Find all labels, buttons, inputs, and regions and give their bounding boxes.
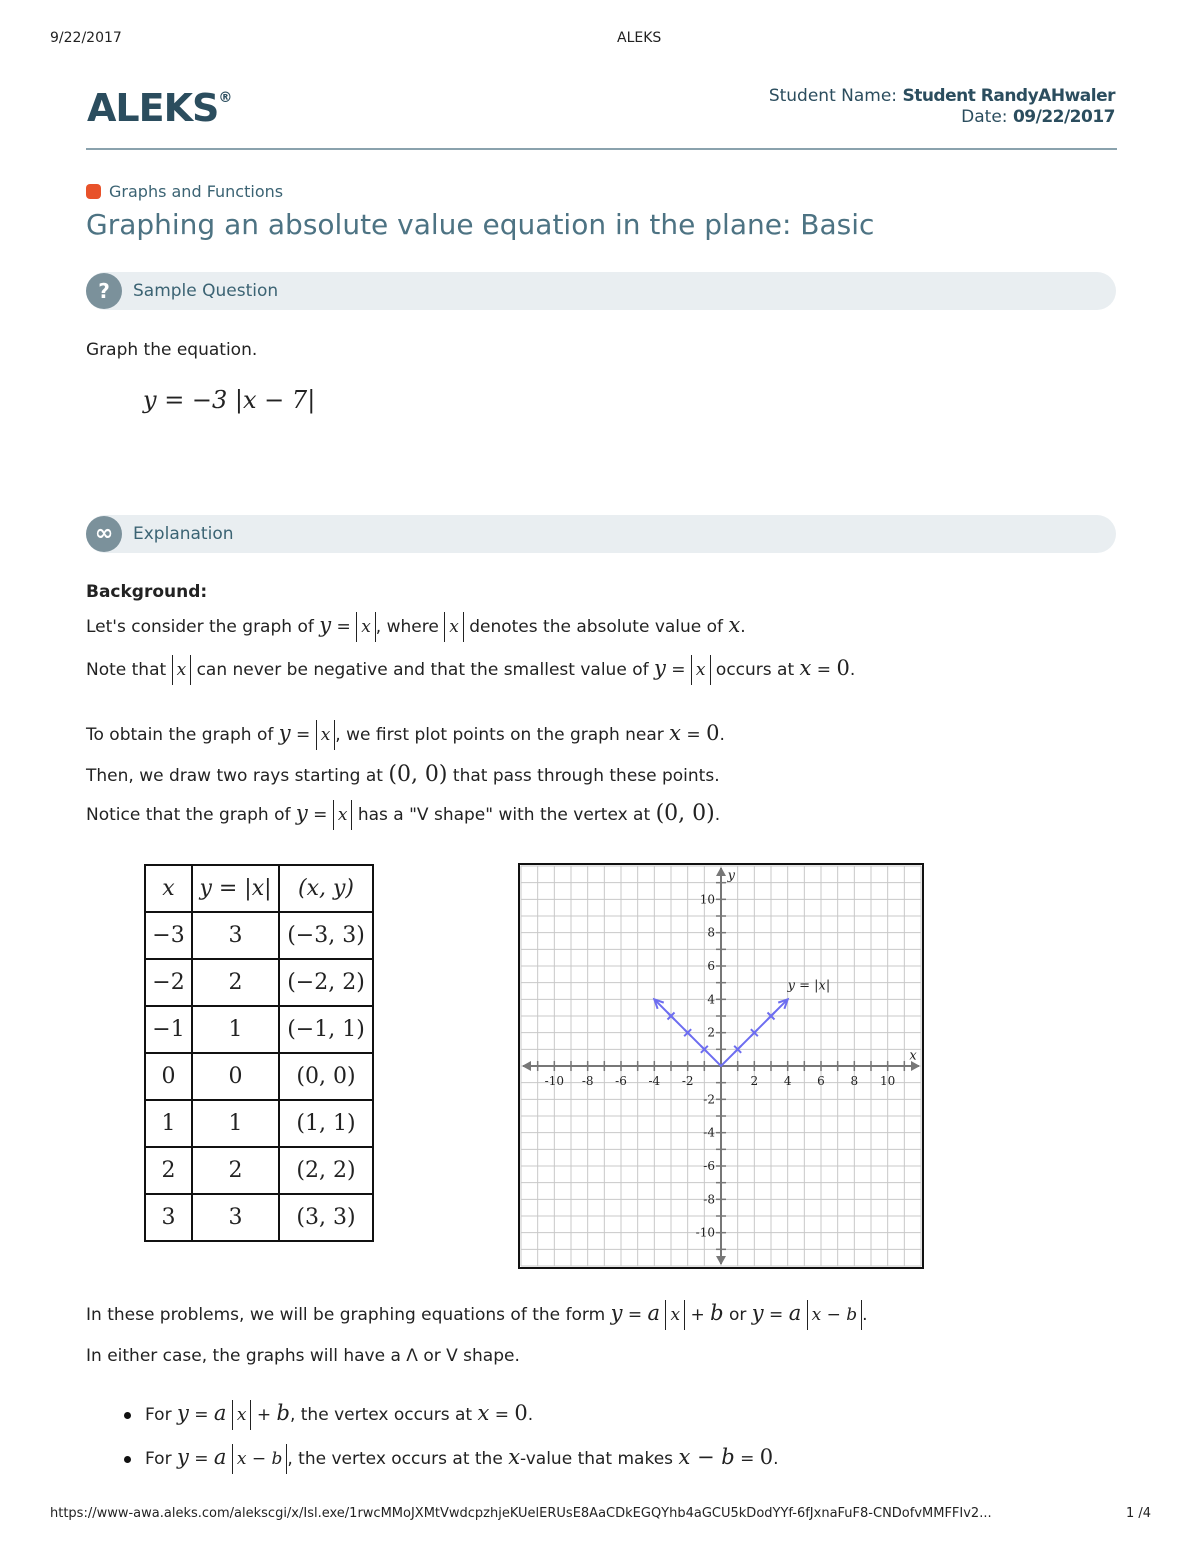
category — [86, 182, 283, 201]
y-tick-label: 2 — [707, 1025, 715, 1040]
explanation-line-6: In these problems, we will be graphing equations of the form y = a x + b or y = a x − b . — [86, 1300, 868, 1330]
table-row: −1 1 (−1, 1) — [145, 1006, 373, 1053]
sample-question-bar — [86, 272, 1116, 310]
question-icon: ? — [86, 273, 122, 309]
table-row: 1 1 (1, 1) — [145, 1100, 373, 1147]
y-tick-label: 6 — [707, 959, 715, 973]
print-date: 9/22/2017 — [50, 30, 122, 46]
x-tick-label: 6 — [817, 1074, 825, 1088]
x-tick-label: -2 — [681, 1074, 694, 1088]
footer-page: 1 /4 — [1126, 1506, 1152, 1521]
y-tick-label: -4 — [703, 1125, 715, 1140]
x-tick-label: -4 — [648, 1074, 661, 1088]
explanation-label: Explanation — [133, 524, 234, 544]
y-tick-label: 10 — [699, 892, 715, 907]
sample-question-label: Sample Question — [133, 281, 279, 301]
logo-mark: ® — [218, 90, 232, 106]
y-tick-label: -8 — [703, 1192, 715, 1207]
table-header-x: x — [145, 865, 192, 912]
series-label: y = |x| — [787, 978, 831, 994]
bullet-item-2: For y = a x − b , the vertex occurs at the x-value that makes x − b = 0. — [124, 1444, 779, 1474]
y-axis-label: y — [727, 868, 736, 884]
question-equation: y = −3 |x − 7| — [143, 386, 316, 414]
aleks-logo — [87, 86, 231, 130]
explanation-line-3: To obtain the graph of y = x , we first plot points on the graph near x = 0. — [86, 720, 725, 750]
date-value: 09/22/2017 — [1012, 107, 1115, 127]
topic-title: Graphing an absolute value equation in the plane: Basic — [86, 208, 875, 241]
x-axis-label: x — [909, 1048, 917, 1064]
category-label: Graphs and Functions — [109, 182, 284, 201]
date-label: Date: — [961, 107, 1008, 127]
x-tick-label: -10 — [544, 1074, 564, 1088]
logo-text: ALEKS — [87, 86, 219, 130]
table-header-row — [145, 865, 373, 912]
values-table — [144, 864, 374, 1242]
student-name-value: Student RandyAHwaler — [902, 86, 1115, 106]
header-divider — [86, 148, 1117, 150]
y-tick-label: -2 — [703, 1092, 715, 1107]
table-row: −3 3 (−3, 3) — [145, 912, 373, 959]
x-tick-label: -6 — [615, 1074, 627, 1088]
table-row: 3 3 (3, 3) — [145, 1194, 373, 1241]
explanation-bar — [86, 515, 1116, 553]
table-header-point: (x, y) — [279, 865, 373, 912]
student-info — [769, 86, 1115, 128]
explanation-line-4: Then, we draw two rays starting at (0, 0) that pass through these points. — [86, 762, 720, 787]
print-title: ALEKS — [617, 30, 662, 46]
explanation-line-5: Notice that the graph of y = x has a "V shape" with the vertex at (0, 0). — [86, 800, 720, 830]
explanation-line-7: In either case, the graphs will have a Λ or V shape. — [86, 1346, 520, 1366]
student-name-label: Student Name: — [768, 86, 898, 106]
table-header-y: y = |x| — [192, 865, 279, 912]
category-hexagon-icon — [86, 184, 101, 199]
background-heading: Background: — [86, 582, 208, 602]
x-tick-label: 10 — [880, 1074, 896, 1088]
table-row: 2 2 (2, 2) — [145, 1147, 373, 1194]
absolute-value-graph — [518, 863, 924, 1269]
bullet-item-1: For y = a x + b, the vertex occurs at x = 0. — [124, 1400, 533, 1430]
explanation-line-1: Let's consider the graph of y = x , where x denotes the absolute value of x. — [86, 612, 746, 642]
x-tick-label: 8 — [850, 1074, 859, 1088]
table-row: 0 0 (0, 0) — [145, 1053, 373, 1100]
x-tick-label: 2 — [750, 1074, 759, 1088]
x-tick-label: 4 — [783, 1074, 792, 1088]
infinity-icon: ∞ — [86, 516, 122, 552]
y-tick-label: -6 — [703, 1159, 715, 1173]
table-row: −2 2 (−2, 2) — [145, 959, 373, 1006]
y-tick-label: -10 — [695, 1225, 715, 1240]
footer-url: https://www-awa.aleks.com/alekscgi/x/Isl.exe/1rwcMMoJXMtVwdcpzhjeKUelERUsE8AaCDkEGQYhb4aGCU5kDodYYf-6fJxnaFuF8-CNDofvMMFFIv2... — [50, 1506, 992, 1521]
y-tick-label: 4 — [707, 992, 715, 1007]
explanation-line-2: Note that x can never be negative and that the smallest value of y = x occurs at x = 0. — [86, 655, 855, 685]
y-tick-label: 8 — [707, 925, 715, 940]
x-tick-label: -8 — [581, 1074, 594, 1088]
question-prompt: Graph the equation. — [86, 340, 258, 360]
